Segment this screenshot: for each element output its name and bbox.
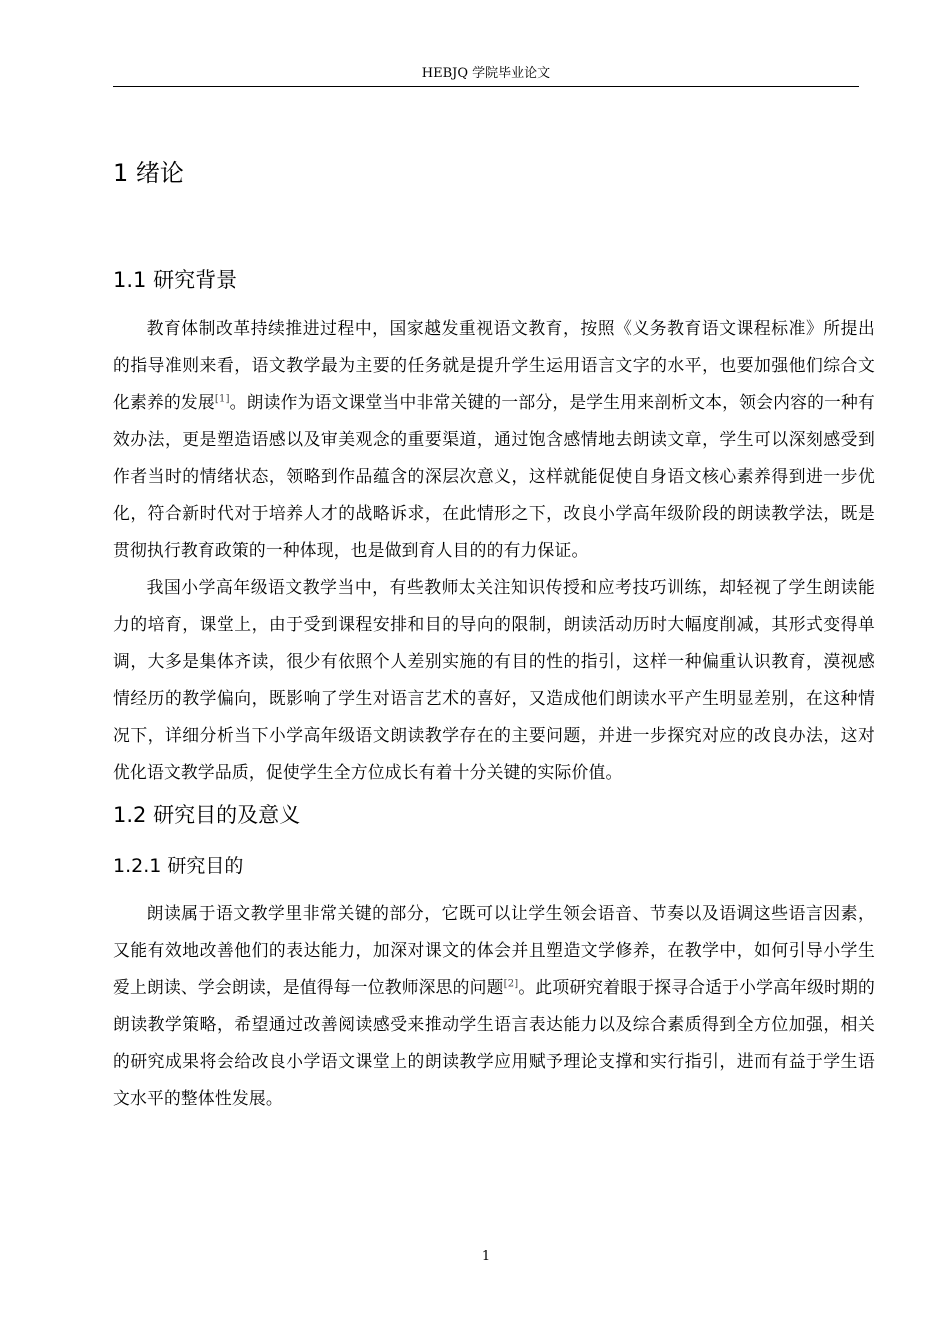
paragraph-text: 。朗读作为语文课堂当中非常关键的一部分，是学生用来剖析文本，领会内容的一种有效办法，更是塑造语感以及审美观念的重要渠道，通过饱含感情地去朗读文章，学生可以深刻感受到作者当时的情绪状态，领略到作品蕴含的深层次意义，这样就能促使自身语文核心素养得到进一步优化，符合新时代对于培养人才的战略诉求，在此情形之下，改良小学高年级阶段的朗读教学法，既是贯彻执行教育政策的一种体现，也是做到育人目的的有力保证。 <box>113 392 876 560</box>
paragraph-background-2: 我国小学高年级语文教学当中，有些教师太关注知识传授和应考技巧训练，却轻视了学生朗读能力的培育，课堂上，由于受到课程安排和目的导向的限制，朗读活动历时大幅度削减，其形式变得单调，大多是集体齐读，很少有依照个人差别实施的有目的性的指引，这样一种偏重认识教育，漠视感情经历的教学偏向，既影响了学生对语言艺术的喜好，又造成他们朗读水平产生明显差别，在这种情况下，详细分析当下小学高年级语文朗读教学存在的主要问题，并进一步探究对应的改良办法，这对优化语文教学品质，促使学生全方位成长有着十分关键的实际价值。 <box>113 577 875 782</box>
paragraph-text: 朗读属于语文教学里非常关键的部分，它既可以让学生领会语音、节奏以及语调这些语言因素，又能有效地改善他们的表达能力，加深对课文的体会并且塑造文学修养，在教学中，如何引导小学生爱上朗读、学会朗读，是值得每一位教师深思的问题 <box>113 903 875 997</box>
section-title-1-2-1: 1.2.1 研究目的 <box>113 855 244 877</box>
citation-ref-1[interactable]: [1] <box>214 393 230 405</box>
paragraph-text: 。此项研究着眼于探寻合适于小学高年级时期的朗读教学策略，希望通过改善阅读感受来推动学生语言表达能力以及综合素质得到全方位加强，相关的研究成果将会给改良小学语文课堂上的朗读教学应用赋予理论支撑和实行指引，进而有益于学生语文水平的整体性发展。 <box>113 977 876 1108</box>
paragraph-purpose-1 <box>113 895 875 1117</box>
paragraph-background-1 <box>113 310 875 569</box>
citation-ref-2[interactable]: [2] <box>503 978 519 990</box>
page-content <box>113 150 875 1117</box>
running-header: HEBJQ 学院毕业论文 <box>421 66 551 81</box>
section-title-1-2: 1.2 研究目的及意义 <box>113 803 301 827</box>
page-number: 1 <box>481 1249 491 1264</box>
chapter-title: 1 绪论 <box>113 159 184 187</box>
section-title-1-1: 1.1 研究背景 <box>113 268 238 292</box>
header-rule <box>113 86 859 87</box>
paragraph-text: 教育体制改革持续推进过程中，国家越发重视语文教育，按照《义务教育语文课程标准》所提出的指导准则来看，语文教学最为主要的任务就是提升学生运用语言文字的水平，也要加强他们综合文化素养的发展 <box>113 318 875 412</box>
